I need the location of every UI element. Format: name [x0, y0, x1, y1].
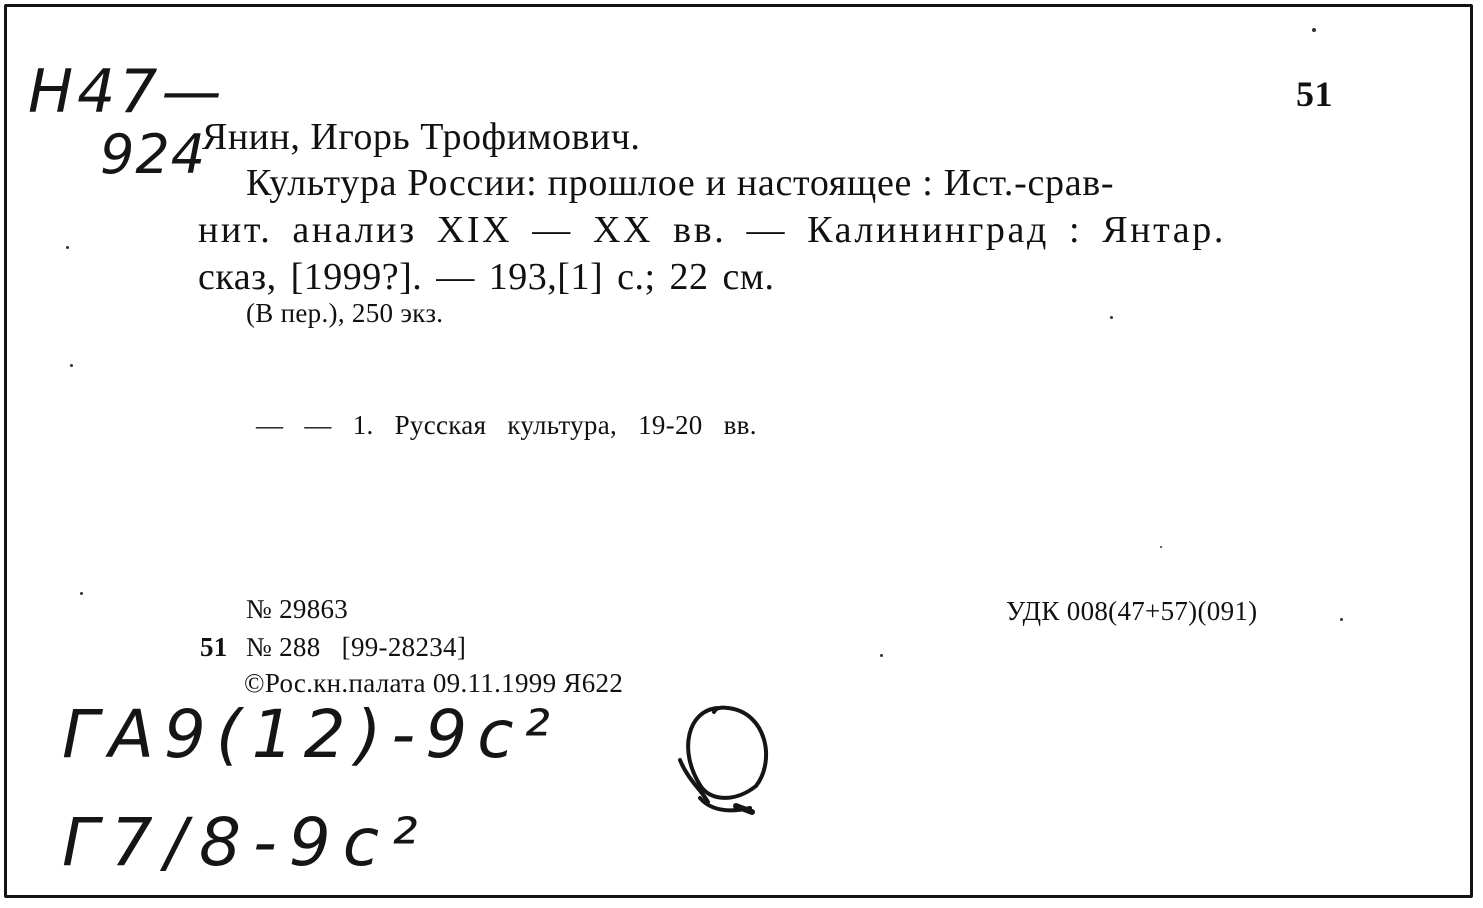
- scan-speck: [1160, 546, 1162, 548]
- scan-speck: [66, 246, 69, 249]
- author-heading: Янин, Игорь Трофимович.: [202, 116, 641, 158]
- scan-speck: [70, 364, 73, 367]
- binding-copies: (В пер.), 250 экз.: [246, 298, 444, 328]
- handwritten-note-2: Г7/8-9с²: [62, 804, 430, 881]
- scan-speck: [1110, 316, 1113, 319]
- scan-speck: [1340, 618, 1343, 621]
- scan-speck: [80, 592, 83, 595]
- hand-drawn-loop-icon: [648, 690, 788, 830]
- handwritten-note-1: ГА9(12)-9с²: [62, 696, 560, 773]
- page-number: 51: [1296, 74, 1333, 114]
- subject-heading: — — 1. Русская культура, 19-20 вв.: [256, 410, 757, 440]
- title-line-2: нит. анализ XIX — XX вв. — Калининград : Янтар.: [198, 209, 1226, 251]
- scan-speck: [1312, 28, 1316, 32]
- udk-index: УДК 008(47+57)(091): [1006, 596, 1258, 626]
- number-1: № 29863: [246, 594, 349, 624]
- number-2: № 288 [99-28234]: [246, 632, 467, 662]
- handwritten-shelfmark-top: Н47—: [28, 57, 226, 127]
- title-line-3: сказ, [1999?]. — 193,[1] с.; 22 см.: [198, 256, 775, 298]
- copyright-line: ©Рос.кн.палата 09.11.1999 Я622: [244, 668, 624, 698]
- handwritten-shelfmark-bottom: 924: [100, 123, 207, 186]
- scan-speck: [880, 654, 883, 657]
- number-2-prefix: 51: [200, 632, 228, 662]
- title-line-1: Культура России: прошлое и настоящее : Ист.-срав-: [246, 162, 1115, 204]
